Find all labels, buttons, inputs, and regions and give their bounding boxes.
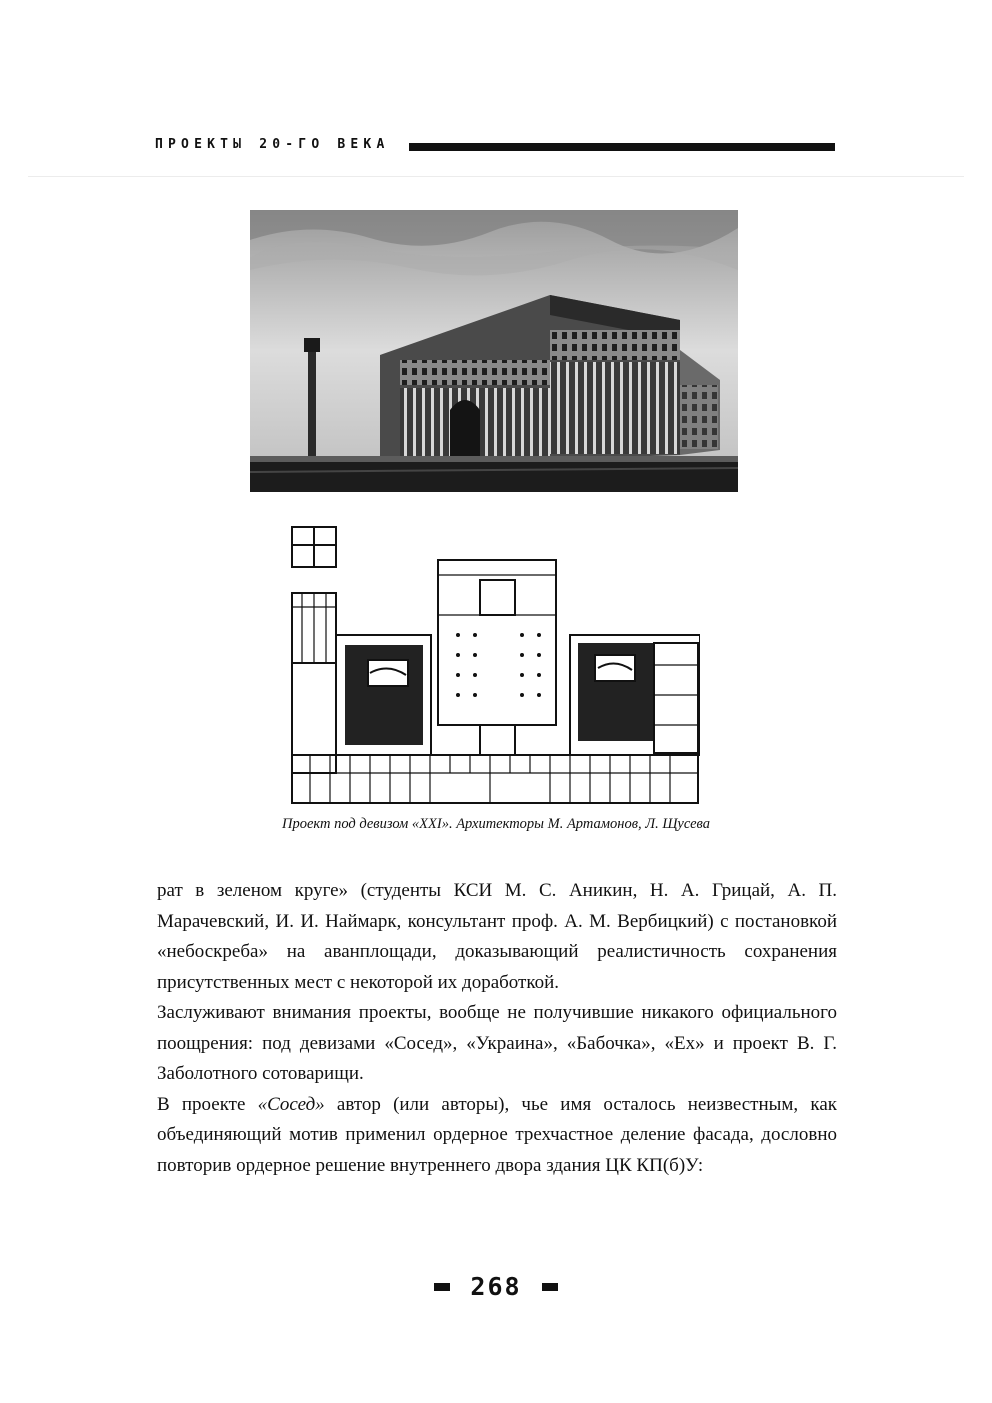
folio-mark-right — [542, 1283, 558, 1291]
paragraph-1: рат в зеленом круге» (студенты КСИ М. С. Аникин, Н. А. Грицай, А. П. Марачевский, И. И. Наймарк, консультант проф. А. М. Вербицкий) с постановкой «небоскреба» на аванплощади, доказывающий реалистичность сохранения присутственных мест с некоторой их доработкой. — [157, 880, 837, 993]
scan-edge — [28, 176, 964, 177]
page-number: 268 — [470, 1272, 522, 1301]
paragraph-3-rest: автор (или авторы), чье имя осталось неизвестным, как объединяющий мотив применил ордерное трехчастное деление фасада, дословно повторив ордерное решение внутреннего двора здания ЦК КП(б)У: — [157, 1093, 837, 1176]
body-text — [157, 876, 837, 1181]
floor-plan — [290, 525, 700, 805]
paragraph-3 — [157, 1090, 837, 1182]
paragraph-2: Заслуживают внимания проекты, вообще не получившие никакого официального поощрения: под девизами «Сосед», «Украина», «Бабочка», «Ех» и проект В. Г. Заболотного сотоварищи. — [157, 1002, 837, 1084]
motto-emphasis: «Сосед» — [257, 1093, 325, 1115]
figure-caption: Проект под девизом «XXI». Архитекторы М. Артамонов, Л. Щусева — [282, 816, 710, 832]
page-folio — [396, 1272, 596, 1302]
perspective-illustration — [250, 210, 738, 492]
header-rule — [409, 143, 835, 151]
running-head: ПРОЕКТЫ 20-ГО ВЕКА — [155, 137, 390, 152]
paragraph-3-lead: В проекте — [157, 1093, 258, 1115]
page-header — [155, 137, 835, 157]
